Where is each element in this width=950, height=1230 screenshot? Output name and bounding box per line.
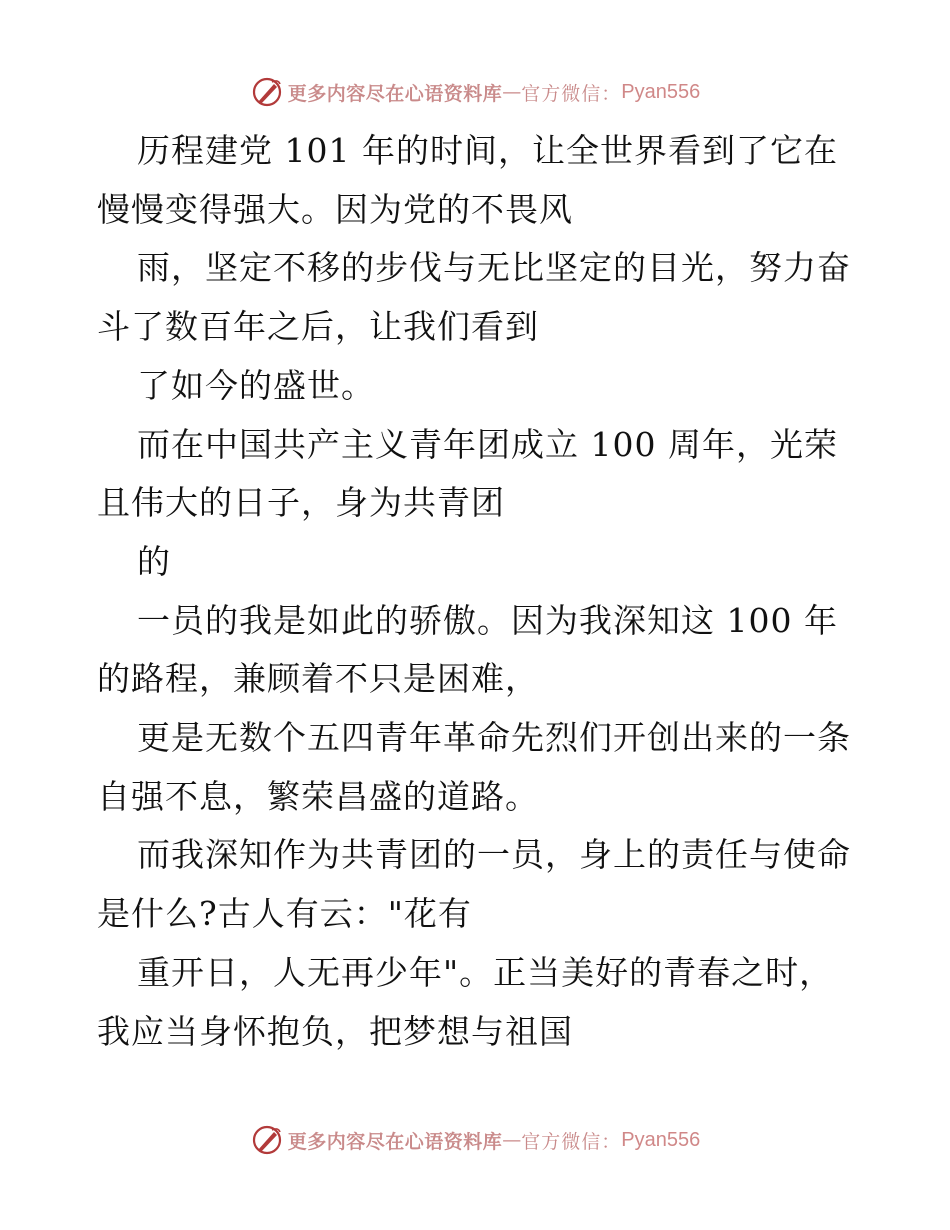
watermark-separator: —	[502, 81, 522, 103]
watermark-label: 官方微信：	[521, 1130, 622, 1153]
paragraph: 了如今的盛世。	[137, 365, 375, 405]
watermark-separator: —	[502, 1129, 522, 1151]
pen-logo-icon	[250, 1123, 284, 1157]
paragraph: 历程建党 101 年的时间，让全世界看到了它在慢慢变得强大。因为党的不畏风	[97, 131, 838, 229]
paragraph: 一员的我是如此的骄傲。因为我深知这 100 年的路程，兼顾着不只是困难，	[97, 600, 838, 699]
paragraph: 而我深知作为共青团的一员，身上的责任与使命是什么?古人有云："花有	[97, 835, 851, 934]
paragraph: 更是无数个五四青年革命先烈们开创出来的一条自强不息，繁荣昌盛的道路。	[97, 718, 851, 816]
watermark-wechat-id: Pyan556	[621, 1128, 701, 1151]
watermark-main-text: 更多内容尽在心语资料库	[287, 82, 503, 105]
document-body	[97, 122, 857, 1061]
watermark-wechat-id: Pyan556	[621, 80, 701, 103]
header-watermark	[0, 72, 950, 112]
pen-logo-icon	[250, 75, 284, 109]
paragraph: 而在中国共产主义青年团成立 100 周年，光荣且伟大的日子，身为共青团	[97, 424, 838, 523]
paragraph: 雨，坚定不移的步伐与无比坚定的目光，努力奋斗了数百年之后，让我们看到	[97, 248, 851, 347]
watermark-label: 官方微信：	[521, 82, 622, 105]
footer-watermark	[0, 1120, 950, 1160]
paragraph: 的	[137, 541, 171, 581]
paragraph: 重开日，人无再少年"。正当美好的青春之时，我应当身怀抱负，把梦想与祖国	[97, 952, 834, 1051]
watermark-main-text: 更多内容尽在心语资料库	[287, 1130, 503, 1153]
